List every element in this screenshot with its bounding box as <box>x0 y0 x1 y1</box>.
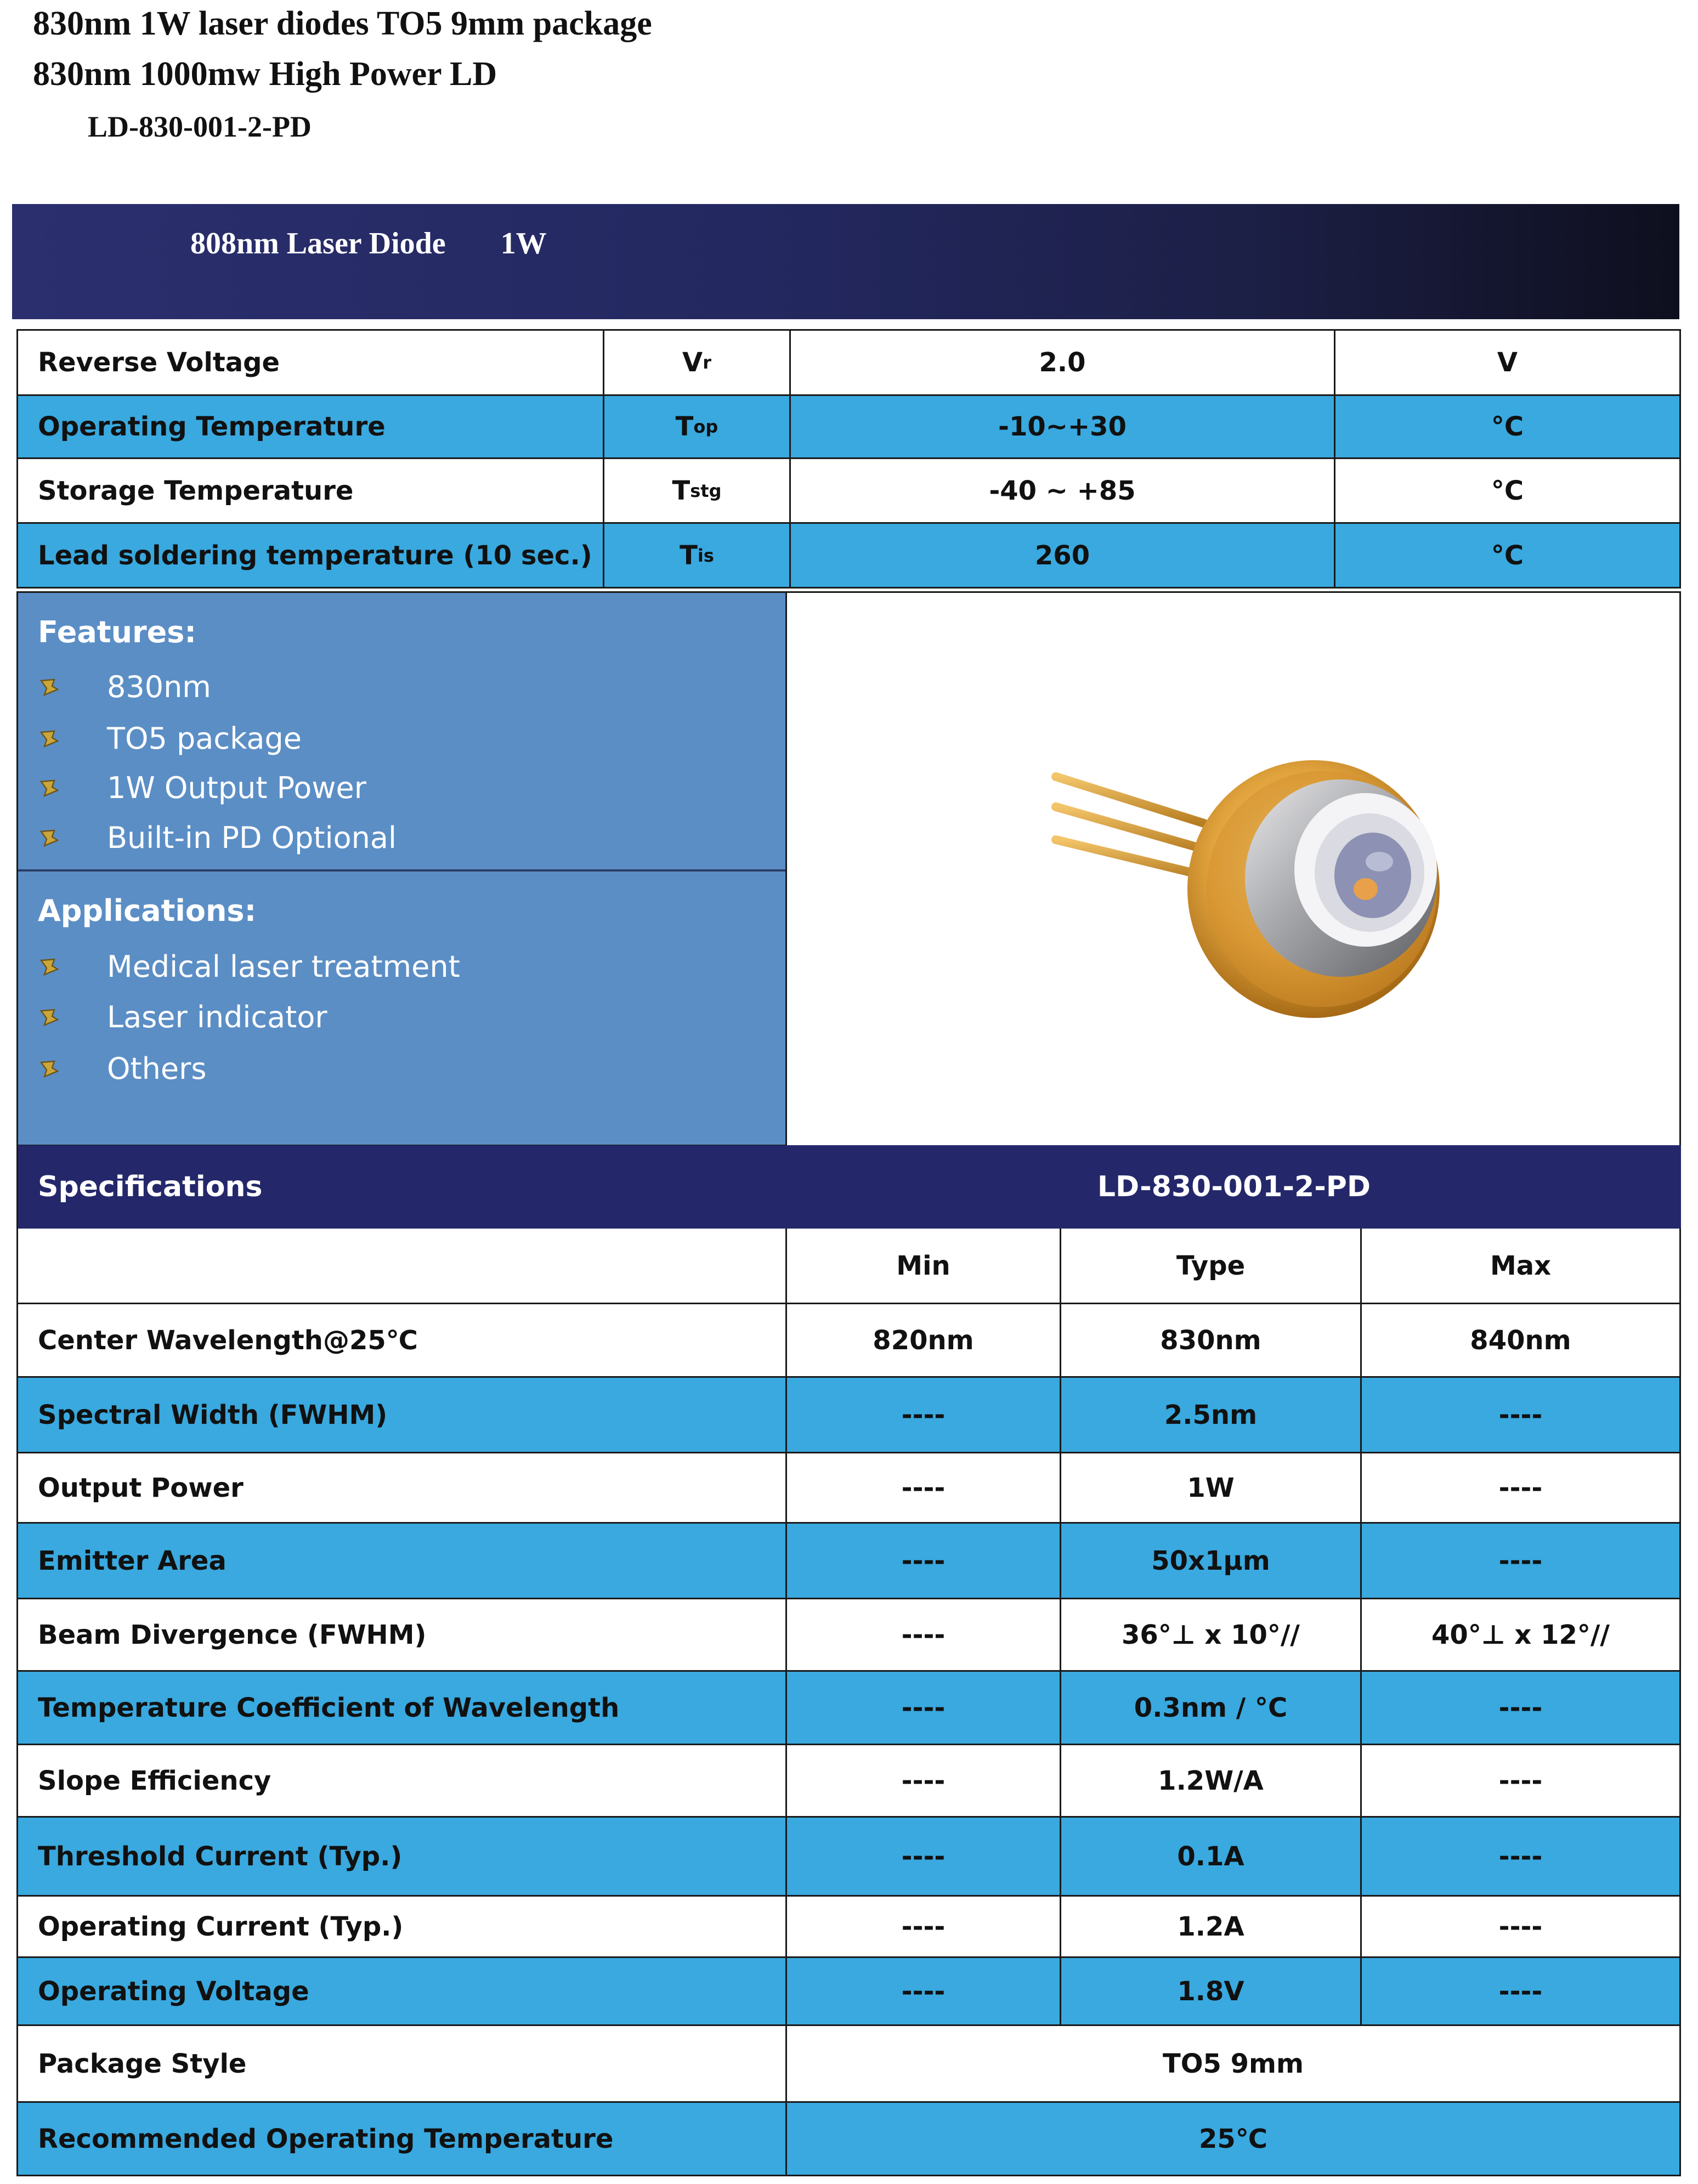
spec-max: ---- <box>1362 1672 1681 1745</box>
rating-unit: °C <box>1335 524 1681 589</box>
spec-type: 1.8V <box>1061 1958 1362 2026</box>
spec-name: Center Wavelength@25℃ <box>16 1304 787 1378</box>
feature-label: Built-in PD Optional <box>107 821 397 855</box>
spec-name: Spectral Width (FWHM) <box>16 1378 787 1453</box>
specifications-model: LD-830-001-2-PD <box>787 1145 1681 1229</box>
rating-name: Lead soldering temperature (10 sec.) <box>16 524 604 589</box>
feature-label: TO5 package <box>107 721 302 756</box>
bullet-icon <box>38 1006 60 1028</box>
table-row <box>16 1672 1681 1745</box>
spec-type: 2.5nm <box>1061 1378 1362 1453</box>
bullet-icon <box>38 676 60 698</box>
rating-value: -40 ~ +85 <box>791 459 1335 524</box>
rating-value: 2.0 <box>791 331 1335 396</box>
bullet-icon <box>38 956 60 978</box>
rating-symbol: T stg <box>604 459 791 524</box>
table-row <box>16 396 1681 459</box>
laser-diode-image <box>787 593 1681 1148</box>
table-row <box>16 1745 1681 1818</box>
rating-name: Reverse Voltage <box>16 331 604 396</box>
spec-max: 40°⊥ x 12°// <box>1362 1599 1681 1672</box>
table-row <box>16 459 1681 524</box>
list-item <box>38 670 211 704</box>
table-row <box>16 2103 1681 2176</box>
table-row <box>16 524 1681 589</box>
spec-name: Output Power <box>16 1453 787 1524</box>
spec-value: TO5 9mm <box>787 2026 1681 2103</box>
features-panel <box>16 591 787 1146</box>
rating-name: Operating Temperature <box>16 396 604 459</box>
bullet-icon <box>38 1058 60 1080</box>
page-subtitle: 830nm 1000mw High Power LD <box>33 55 497 93</box>
list-item <box>38 1000 327 1034</box>
table-row <box>16 1378 1681 1453</box>
application-label: Medical laser treatment <box>107 949 460 984</box>
table-header-row <box>16 1229 1681 1304</box>
list-item <box>38 771 366 805</box>
list-item <box>38 949 460 984</box>
spec-max: ---- <box>1362 1453 1681 1524</box>
product-image <box>787 591 1681 1146</box>
spec-name: Operating Current (Typ.) <box>16 1897 787 1958</box>
empty-header-cell <box>16 1229 787 1304</box>
rating-symbol: V r <box>604 331 791 396</box>
spec-max: ---- <box>1362 1897 1681 1958</box>
list-item <box>38 1051 206 1086</box>
bullet-icon <box>38 777 60 799</box>
spec-name: Beam Divergence (FWHM) <box>16 1599 787 1672</box>
table-row <box>16 1958 1681 2026</box>
spec-type: 1W <box>1061 1453 1362 1524</box>
product-banner <box>12 204 1679 319</box>
model-number: LD-830-001-2-PD <box>88 110 312 143</box>
table-row <box>16 329 1681 396</box>
rating-symbol: T op <box>604 396 791 459</box>
spec-min: ---- <box>787 1524 1061 1599</box>
spec-min: ---- <box>787 1818 1061 1897</box>
rating-symbol: T is <box>604 524 791 589</box>
spec-value: 25℃ <box>787 2103 1681 2176</box>
spec-min: ---- <box>787 1453 1061 1524</box>
banner-title: 808nm Laser Diode <box>190 227 446 261</box>
spec-max: ---- <box>1362 1745 1681 1818</box>
page-title: 830nm 1W laser diodes TO5 9mm package <box>33 5 652 42</box>
table-row <box>16 1304 1681 1378</box>
rating-name: Storage Temperature <box>16 459 604 524</box>
spec-min: ---- <box>787 1378 1061 1453</box>
table-row <box>16 1897 1681 1958</box>
divider <box>18 869 785 872</box>
specifications-heading: Specifications <box>16 1145 787 1229</box>
rating-value: -10~+30 <box>791 396 1335 459</box>
feature-label: 830nm <box>107 670 211 704</box>
table-row <box>16 1524 1681 1599</box>
rating-value: 260 <box>791 524 1335 589</box>
spec-min: ---- <box>787 1599 1061 1672</box>
list-item <box>38 721 302 756</box>
rating-unit: °C <box>1335 396 1681 459</box>
spec-type: 36°⊥ x 10°// <box>1061 1599 1362 1672</box>
rating-unit: V <box>1335 331 1681 396</box>
column-header-type: Type <box>1061 1229 1362 1304</box>
table-row <box>16 1599 1681 1672</box>
spec-name: Recommended Operating Temperature <box>16 2103 787 2176</box>
bullet-icon <box>38 728 60 750</box>
spec-type: 1.2A <box>1061 1897 1362 1958</box>
spec-min: ---- <box>787 1958 1061 2026</box>
spec-max: ---- <box>1362 1378 1681 1453</box>
feature-label: 1W Output Power <box>107 771 366 805</box>
spec-max: ---- <box>1362 1524 1681 1599</box>
bullet-icon <box>38 827 60 849</box>
column-header-min: Min <box>787 1229 1061 1304</box>
table-row <box>16 1818 1681 1897</box>
spec-min: ---- <box>787 1672 1061 1745</box>
spec-name: Operating Voltage <box>16 1958 787 2026</box>
application-label: Others <box>107 1051 207 1086</box>
table-row <box>16 2026 1681 2103</box>
spec-name: Slope Efficiency <box>16 1745 787 1818</box>
application-label: Laser indicator <box>107 1000 327 1034</box>
table-row <box>16 1453 1681 1524</box>
spec-type: 1.2W/A <box>1061 1745 1362 1818</box>
column-header-max: Max <box>1362 1229 1681 1304</box>
spec-name: Temperature Coefficient of Wavelength <box>16 1672 787 1745</box>
spec-type: 50x1μm <box>1061 1524 1362 1599</box>
spec-min: 820nm <box>787 1304 1061 1378</box>
spec-name: Package Style <box>16 2026 787 2103</box>
spec-max: 840nm <box>1362 1304 1681 1378</box>
banner-power: 1W <box>500 227 547 261</box>
spec-max: ---- <box>1362 1958 1681 2026</box>
spec-name: Emitter Area <box>16 1524 787 1599</box>
spec-type: 0.1A <box>1061 1818 1362 1897</box>
spec-min: ---- <box>787 1745 1061 1818</box>
spec-name: Threshold Current (Typ.) <box>16 1818 787 1897</box>
rating-unit: °C <box>1335 459 1681 524</box>
applications-heading: Applications: <box>38 893 257 928</box>
list-item <box>38 821 397 855</box>
spec-type: 830nm <box>1061 1304 1362 1378</box>
features-heading: Features: <box>38 615 197 649</box>
spec-max: ---- <box>1362 1818 1681 1897</box>
spec-min: ---- <box>787 1897 1061 1958</box>
spec-type: 0.3nm / °C <box>1061 1672 1362 1745</box>
